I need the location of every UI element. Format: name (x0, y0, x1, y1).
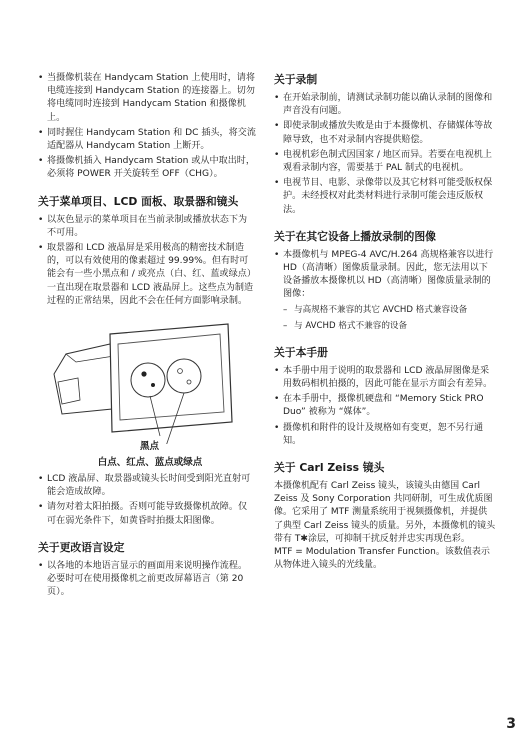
list-item: • 电视机彩色制式因国家 / 地区而异。若要在电视机上观看录制内容，需要基于 PAL 制式的电视机。 (274, 149, 496, 175)
mtf-paragraph: MTF = Modulation Transfer Function。该数值表示从物体进入镜头的光线量。 (274, 547, 490, 571)
section-heading-manual: 关于本手册 (274, 345, 328, 359)
list-item: • 在本手册中，摄像机硬盘和 “Memory Stick PRO Duo” 被称为 “媒体”。 (274, 393, 496, 419)
top-bullet-list (38, 72, 256, 182)
list-item: • 在开始录制前，请测试录制功能以确认录制的图像和声音没有问题。 (274, 92, 496, 118)
list-item: • 本手册中用于说明的取景器和 LCD 液晶屏图像是采用数码相机拍摄的，因此可能在显示方面会有差异。 (274, 365, 496, 391)
list-item: • 摄像机和附件的设计及规格如有变更，恕不另行通知。 (274, 422, 496, 448)
dash-marker: – (283, 321, 288, 332)
playback-bullet-list (274, 249, 496, 333)
zeiss-paragraph: 本摄像机配有 Carl Zeiss 镜头，该镜头由德国 Carl Zeiss 及 Sony Corporation 共同研制，可生成优质图像。它采用了 MTF 测量系统用于视频摄像机，并提供了典型 Carl Zeiss 镜头的质量。另外，本摄像机的镜头带有 T✱涂层，可抑制干扰反射并忠实再现色彩。 (274, 481, 496, 544)
list-item: • 请勿对着太阳拍摄。否则可能导致摄像机故障。仅可在弱光条件下，如黄昏时拍摄太阳图像。 (38, 501, 256, 527)
list-item: • 同时握住 Handycam Station 和 DC 插头，将交流适配器从 Handycam Station 上断开。 (38, 127, 256, 153)
list-item: • 电视节目、电影、录像带以及其它材料可能受版权保护。未经授权对此类材料进行录制可能会违反版权法。 (274, 177, 496, 217)
list-item: • 当摄像机装在 Handycam Station 上使用时，请将电缆连接到 Handycam Station 的连接器上。切勿将电缆同时连接到 Handycam Station 和摄像机上。 (38, 72, 256, 125)
dash-marker: – (283, 304, 288, 315)
list-item: • 本摄像机与 MPEG-4 AVC/H.264 高规格兼容以进行 HD（高清晰）图像质量录制。因此，您无法用以下设备播放本摄像机以 HD（高清晰）图像质量录制的图像： (274, 249, 496, 302)
lcd-warning-list (38, 473, 256, 528)
sub-list-item (274, 320, 496, 333)
section-heading-zeiss: 关于 Carl Zeiss 镜头 (274, 461, 385, 475)
list-item: • 取景器和 LCD 液晶屏是采用极高的精密技术制造的，可以有效使用的像素超过 99.99%。但有时可能会有一些小黑点和 / 或亮点（白、红、蓝或绿点）一直出现在取景器和 LCD 液晶屏上。这些点为制造过程的正常结果，因此不会在任何方面影响录制。 (38, 242, 256, 308)
left-column (38, 72, 256, 601)
language-bullet-list (38, 560, 256, 600)
right-column (274, 72, 496, 572)
list-item: • 即使录制或播放失败是由于本摄像机、存储媒体等故障导致，也不对录制内容提供赔偿。 (274, 120, 496, 146)
section-heading-language: 关于更改语言设定 (38, 540, 125, 554)
sub-item-text: 与高规格不兼容的其它 AVCHD 格式兼容设备 (294, 304, 468, 315)
list-item: • 以各地的本地语言显示的画面用来说明操作流程。必要时可在使用摄像机之前更改屏幕语言（第 20 页）。 (38, 560, 256, 600)
list-item: • 以灰色显示的菜单项目在当前录制或播放状态下为不可用。 (38, 214, 256, 240)
recording-bullet-list (274, 92, 496, 217)
lcd-pixel-illustration (52, 314, 248, 469)
color-dot-caption: 白点、红点、蓝点或绿点 (97, 457, 203, 469)
section-heading-playback: 关于在其它设备上播放录制的图像 (274, 229, 436, 243)
list-item: • LCD 液晶屏、取景器或镜头长时间受到阳光直射可能会造成故障。 (38, 473, 256, 499)
camcorder-lcd-drawing (52, 314, 248, 444)
page-number: 3 (506, 716, 516, 732)
menu-bullet-list (38, 214, 256, 308)
manual-bullet-list (274, 365, 496, 448)
black-dot-caption: 黑点 (140, 441, 160, 453)
sub-item-text: 与 AVCHD 格式不兼容的设备 (294, 321, 408, 332)
sub-list-item (274, 304, 496, 317)
section-heading-menu: 关于菜单项目、LCD 面板、取景器和镜头 (38, 194, 239, 208)
section-heading-recording: 关于录制 (274, 73, 318, 86)
list-item: • 将摄像机插入 Handycam Station 或从中取出时，必须将 POWER 开关旋转至 OFF（CHG）。 (38, 155, 256, 181)
